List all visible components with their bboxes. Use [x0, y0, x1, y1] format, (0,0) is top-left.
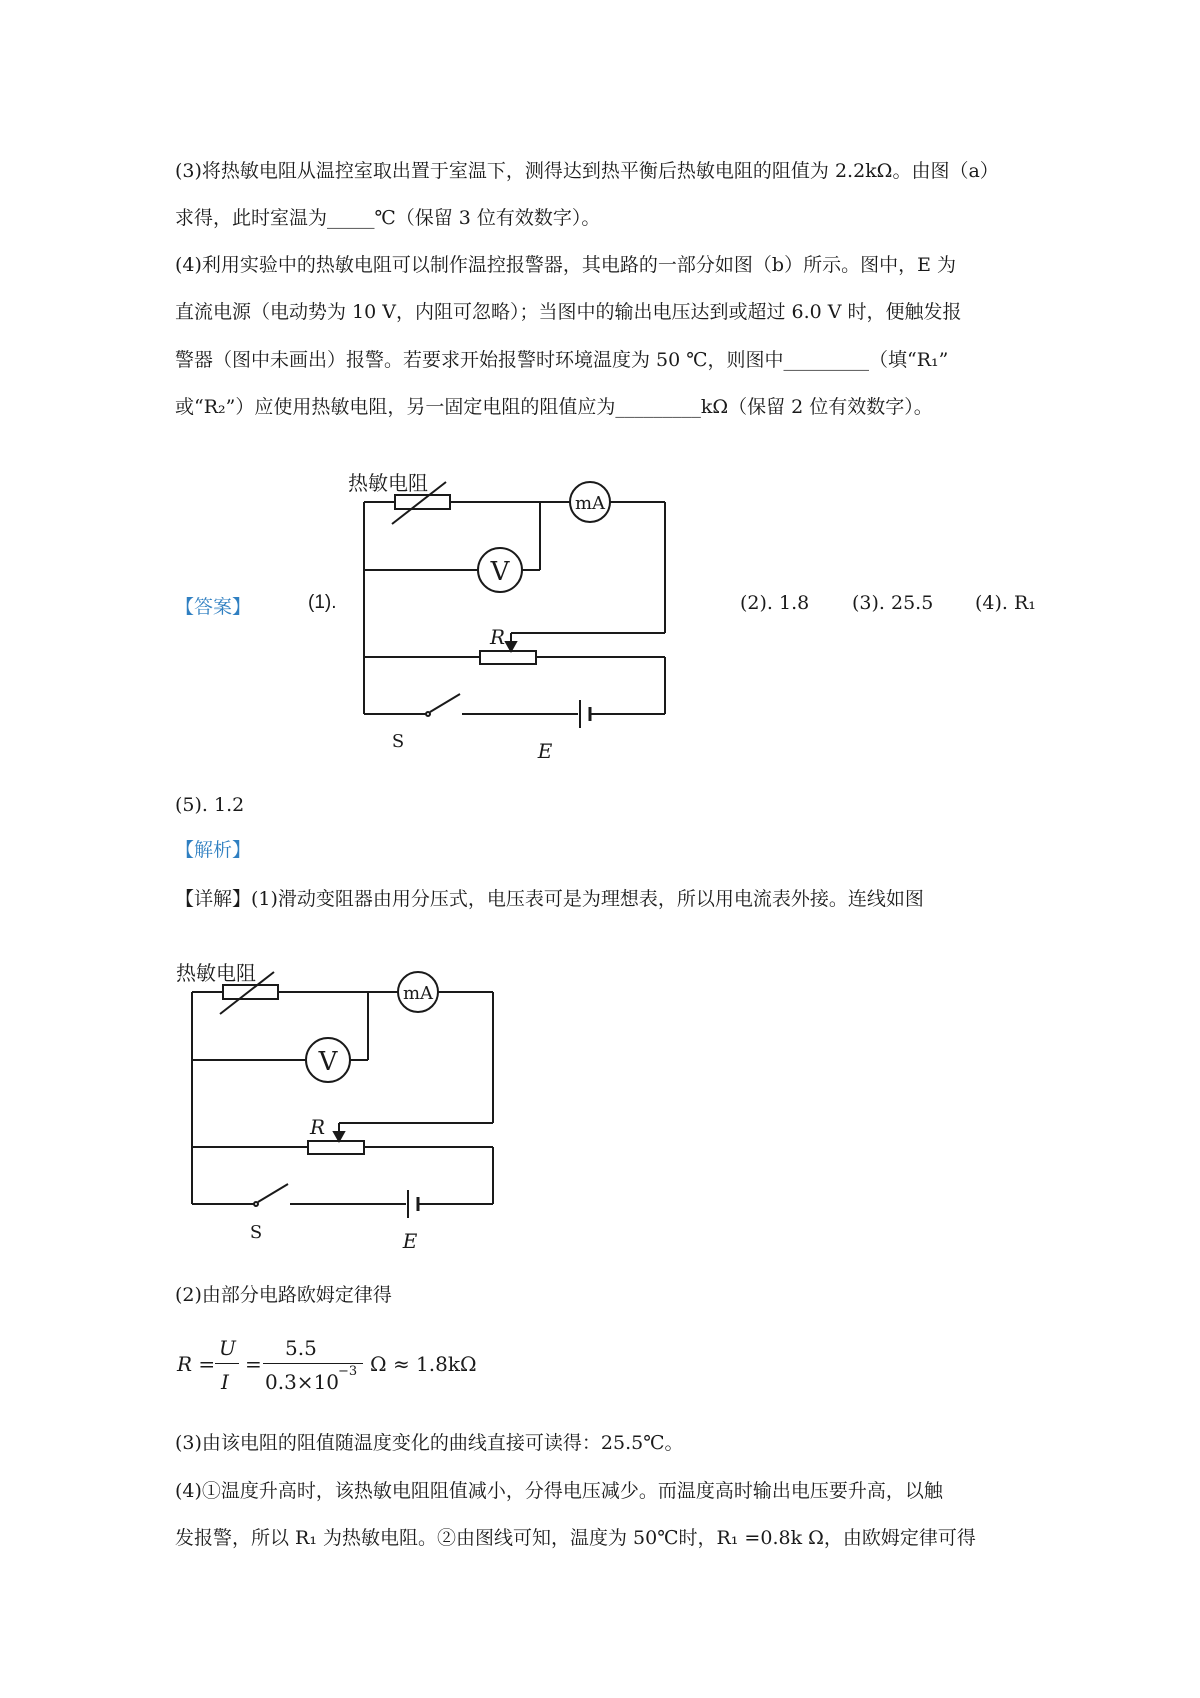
answer-item-5: (5). 1.2: [175, 794, 245, 816]
formula-denominator-value: 0.3×10: [265, 1370, 340, 1394]
detail-tag: 【详解】: [175, 889, 252, 910]
fraction-bar-1: [215, 1363, 239, 1364]
rheostat-label: R: [490, 625, 506, 649]
formula-numerator-u: U: [219, 1336, 236, 1360]
answer-circuit-diagram: [340, 452, 680, 762]
formula-result: Ω ≈ 1.8kΩ: [370, 1352, 477, 1376]
voltmeter-label: V: [490, 557, 510, 587]
formula-denominator-i: I: [221, 1370, 229, 1394]
analysis-q3-text: (3)由该电阻的阻值随温度变化的曲线直接可读得：25.5℃。: [175, 1432, 684, 1454]
rheostat-symbol: [308, 1141, 364, 1154]
q4-line-4: 或“R₂”）应使用热敏电阻，另一固定电阻的阻值应为_________kΩ（保留 2 位有效数字）。: [175, 396, 933, 418]
switch-pivot: [426, 712, 430, 716]
rheostat-label: R: [310, 1115, 326, 1139]
switch-label: S: [249, 1222, 263, 1243]
q3-line-1: (3)将热敏电阻从温控室取出置于室温下，测得达到热平衡后热敏电阻的阻值为 2.2kΩ。由图（a）: [175, 160, 999, 182]
q4-line-2: 直流电源（电动势为 10 V，内阻可忽略）；当图中的输出电压达到或超过 6.0 V 时，便触发报: [175, 301, 962, 323]
ammeter-label: mA: [574, 493, 606, 514]
switch-pivot: [254, 1202, 258, 1206]
answer-item-2: (2). 1.8: [740, 592, 810, 614]
q3-line-2: 求得，此时室温为_____℃（保留 3 位有效数字）。: [175, 207, 601, 229]
rheostat-symbol: [480, 651, 536, 664]
analysis-tag: 【解析】: [175, 840, 252, 861]
answer-item-3: (3). 25.5: [852, 592, 934, 614]
q4-line-3: 警器（图中未画出）报警。若要求开始报警时环境温度为 50 ℃，则图中_________（填“R₁”: [175, 349, 949, 371]
answer-item-4: (4). R₁: [975, 592, 1036, 614]
formula-numerator-value: 5.5: [285, 1336, 317, 1360]
q4-line-1: (4)利用实验中的热敏电阻可以制作温控报警器，其电路的一部分如图（b）所示。图中，E 为: [175, 254, 956, 276]
detail-text: (1)滑动变阻器由用分压式，电压表可是为理想表，所以用电流表外接。连线如图: [251, 888, 924, 910]
thermistor-symbol: [223, 985, 278, 999]
battery-label: E: [537, 739, 553, 762]
ammeter-label: mA: [402, 983, 434, 1004]
answer-item-1: (1).: [308, 592, 337, 613]
analysis-circuit-diagram: [170, 942, 510, 1252]
analysis-q4-line-2: 发报警，所以 R₁ 为热敏电阻。②由图线可知，温度为 50℃时，R₁ =0.8k Ω，由欧姆定律可得: [175, 1527, 976, 1549]
thermistor-label: 热敏电阻: [176, 961, 256, 985]
analysis-q4-line-1: (4)①温度升高时，该热敏电阻阻值减小，分得电压减少。而温度高时输出电压要升高，以触: [175, 1480, 943, 1502]
thermistor-label: 热敏电阻: [348, 471, 428, 495]
battery-label: E: [402, 1229, 418, 1252]
answer-tag: 【答案】: [175, 597, 252, 618]
formula-equals: =: [245, 1352, 262, 1376]
slider-arrow: [506, 642, 516, 651]
formula-exponent: −3: [338, 1364, 358, 1379]
switch-label: S: [391, 731, 405, 752]
analysis-q2-text: (2)由部分电路欧姆定律得: [175, 1284, 392, 1306]
switch-symbol: [430, 694, 460, 712]
switch-symbol: [258, 1184, 288, 1202]
voltmeter-label: V: [318, 1047, 338, 1077]
formula-lhs: R =: [177, 1352, 216, 1376]
slider-arrow: [334, 1132, 344, 1141]
thermistor-symbol: [395, 495, 450, 509]
detail-line: [175, 884, 1045, 915]
